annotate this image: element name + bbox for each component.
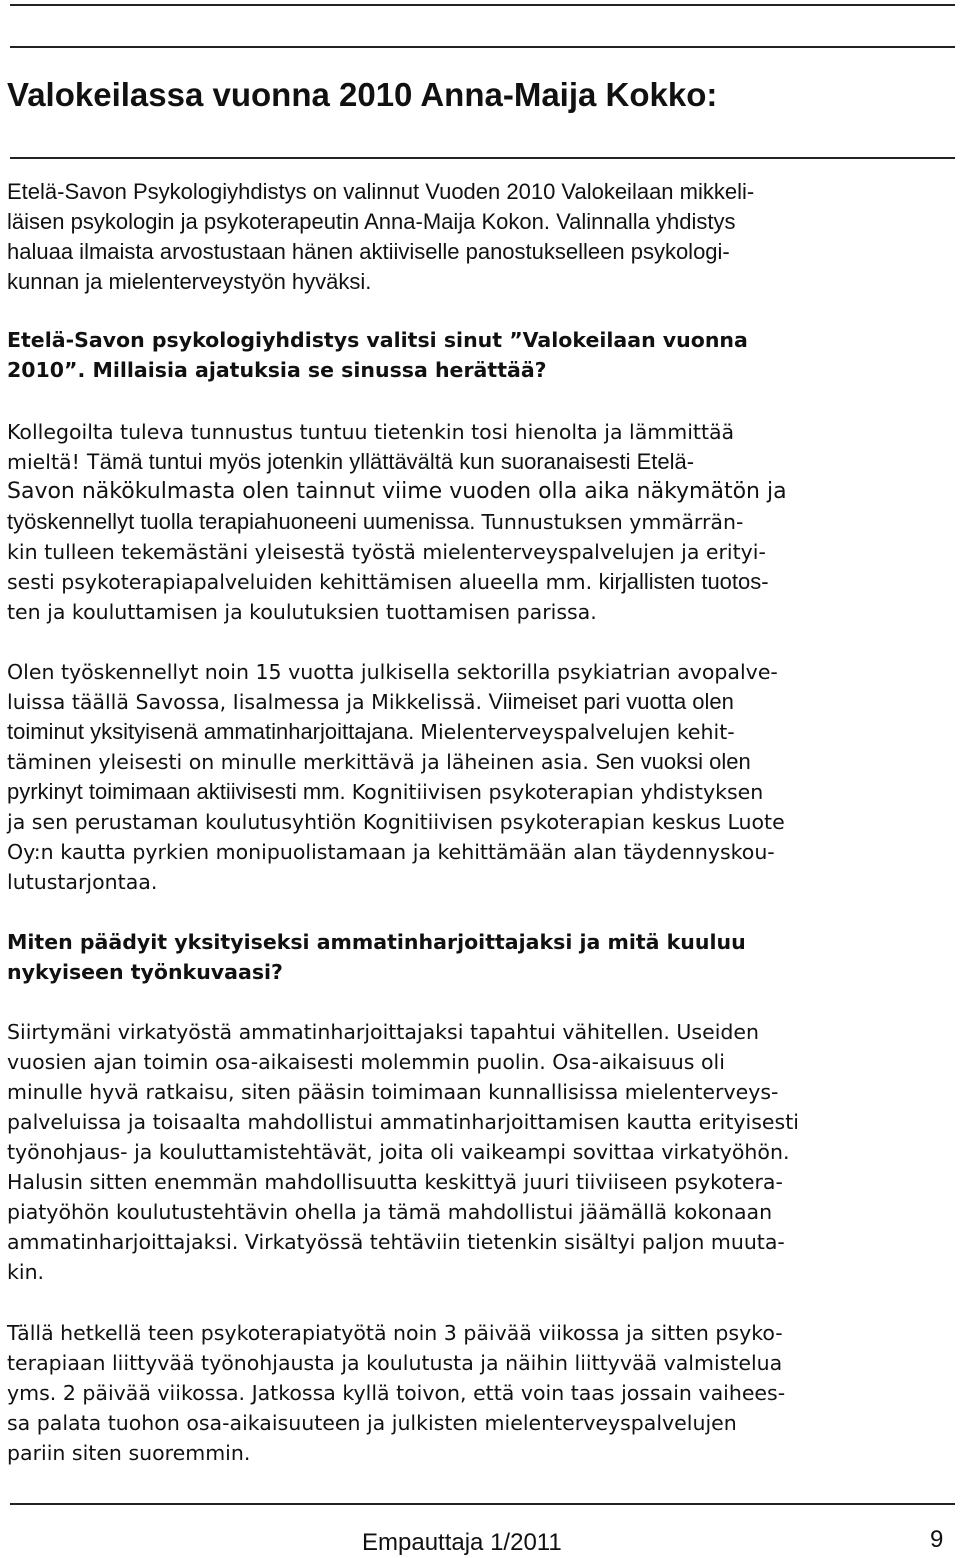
header-rule	[10, 46, 955, 48]
intro-line: Etelä-Savon Psykologiyhdistys on valinnut Vuoden 2010 Valokeilaan mikkeli-	[7, 179, 755, 204]
answer-line: Oy:n kautta pyrkien monipuolistamaan ja kehittämään alan täydennyskou-	[7, 840, 775, 864]
answer-segment: täminen yleisesti on minulle merkittävä ja läheinen asia.	[7, 750, 596, 774]
answer-line	[7, 507, 955, 537]
intro-line: kunnan ja mielenterveystyön hyväksi.	[7, 269, 372, 294]
answer-line: pariin siten suoremmin.	[7, 1441, 251, 1465]
answer-line: ammatinharjoittajaksi. Virkatyössä tehtäviin tietenkin sisältyi paljon muuta-	[7, 1230, 785, 1254]
answer-segment: toiminut yksityisenä ammatinharjoittajana.	[7, 719, 421, 744]
answer-line: terapiaan liittyvää työnohjausta ja koulutusta ja näihin liittyvää valmistelua	[7, 1351, 783, 1375]
answer-line: palveluissa ja toisaalta mahdollistui ammatinharjoittamisen kautta erityisesti	[7, 1110, 799, 1134]
answer-line	[7, 717, 955, 747]
answer-line: kin.	[7, 1260, 45, 1284]
answer-segment: Tunnustuksen ymmärrän-	[481, 510, 744, 534]
answer-line: Tällä hetkellä teen psykoterapiatyötä noin 3 päivää viikossa ja sitten psyko-	[7, 1321, 783, 1345]
answer-line: Siirtymäni virkatyöstä ammatinharjoittajaksi tapahtui vähitellen. Useiden	[7, 1020, 760, 1044]
intro-line: haluaa ilmaista arvostustaan hänen aktiiviselle panostukselleen psykologi-	[7, 239, 730, 264]
answer-segment: Sen vuoksi olen	[595, 749, 751, 774]
answer-line: Kollegoilta tuleva tunnustus tuntuu tietenkin tosi hienolta ja lämmittää	[7, 420, 735, 444]
answer-segment: mieltä!	[7, 450, 87, 474]
answer-segment: Tämä tuntui myös jotenkin yllättävältä kun suoranaisesti Etelä-	[86, 449, 695, 474]
answer-line: vuosien ajan toimin osa-aikaisesti molemmin puolin. Osa-aikaisuus oli	[7, 1050, 725, 1074]
title-rule	[10, 157, 955, 159]
answer-line: piatyöhön koulutustehtävin ohella ja tämä mahdollistui jäämällä kokonaan	[7, 1200, 773, 1224]
question-heading-2	[7, 927, 955, 987]
top-rule	[10, 4, 955, 6]
answer-line: Savon näkökulmasta olen tainnut viime vuoden olla aika näkymätön ja	[7, 479, 787, 504]
answer-segment: Mielenterveyspalvelujen kehit-	[420, 720, 735, 744]
answer-line	[7, 567, 955, 597]
intro-line: läisen psykologin ja psykoterapeutin Anna-Maija Kokon. Valinnalla yhdistys	[7, 209, 736, 234]
answer-paragraph-1	[7, 417, 955, 627]
answer-line: työnohjaus- ja kouluttamistehtävät, joita oli vaikeampi sovittaa virkatyöhön.	[7, 1140, 790, 1164]
answer-segment: kirjallisten tuotos-	[598, 569, 769, 594]
answer-segment: työskennellyt tuolla terapiahuoneeni uumenissa.	[7, 509, 482, 534]
answer-segment: pyrkinyt toimimaan aktiivisesti mm.	[7, 779, 352, 804]
answer-line	[7, 687, 955, 717]
answer-line	[7, 447, 955, 477]
answer-paragraph-2	[7, 657, 955, 897]
question-line: Etelä-Savon psykologiyhdistys valitsi sinut ”Valokeilaan vuonna	[7, 328, 748, 352]
footer-publication: Empauttaja 1/2011	[362, 1529, 562, 1556]
answer-line: ten ja kouluttamisen ja koulutuksien tuottamisen parissa.	[7, 600, 597, 624]
answer-paragraph-3	[7, 1017, 955, 1287]
footer-page-number: 9	[930, 1526, 944, 1553]
answer-line: sa palata tuohon osa-aikaisuuteen ja julkisten mielenterveyspalvelujen	[7, 1411, 737, 1435]
answer-segment: Kognitiivisen psykoterapian yhdistyksen	[351, 780, 764, 804]
answer-line: kin tulleen tekemästäni yleisestä työstä mielenterveyspalvelujen ja erityi-	[7, 540, 766, 564]
answer-line: lutustarjontaa.	[7, 870, 158, 894]
question-line: 2010”. Millaisia ajatuksia se sinussa herättää?	[7, 358, 547, 382]
answer-line: Olen työskennellyt noin 15 vuotta julkisella sektorilla psykiatrian avopalve-	[7, 660, 778, 684]
answer-line: ja sen perustaman koulutusyhtiön Kognitiivisen psykoterapian keskus Luote	[7, 810, 785, 834]
answer-paragraph-4	[7, 1318, 955, 1468]
question-line: Miten päädyit yksityiseksi ammatinharjoittajaksi ja mitä kuuluu	[7, 930, 746, 954]
answer-line: Halusin sitten enemmän mahdollisuutta keskittyä juuri tiiviiseen psykotera-	[7, 1170, 783, 1194]
question-line: nykyiseen työnkuvaasi?	[7, 960, 283, 984]
answer-line: yms. 2 päivää viikossa. Jatkossa kyllä toivon, että voin taas jossain vaihees-	[7, 1381, 786, 1405]
answer-segment: Viimeiset pari vuotta olen	[488, 689, 734, 714]
answer-segment: sesti psykoterapiapalveluiden kehittämisen alueella mm.	[7, 570, 599, 594]
answer-line: minulle hyvä ratkaisu, siten pääsin toimimaan kunnallisissa mielenterveys-	[7, 1080, 779, 1104]
answer-line	[7, 747, 955, 777]
intro-paragraph	[7, 177, 955, 297]
answer-line	[7, 777, 955, 807]
footer-rule	[10, 1503, 955, 1505]
article-title: Valokeilassa vuonna 2010 Anna-Maija Kokko:	[7, 76, 718, 113]
answer-segment: luissa täällä Savossa, Iisalmessa ja Mikkelissä.	[7, 690, 489, 714]
question-heading-1	[7, 325, 955, 385]
